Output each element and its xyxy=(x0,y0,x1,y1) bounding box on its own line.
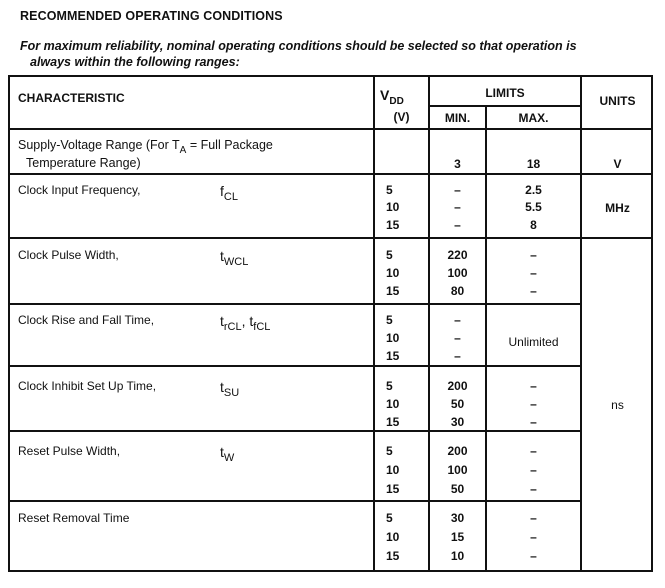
col-divider-vdd xyxy=(373,75,375,572)
clock-inhibit-symbol: $t_{SU}$ xyxy=(220,379,240,399)
clock-freq-vdd-10: 10 xyxy=(386,200,400,214)
clock-pulse-symbol: $t_{WCL}$ xyxy=(220,248,249,268)
limits-subheader-line xyxy=(428,105,582,107)
reset-pulse-vdd-10: 10 xyxy=(386,463,400,477)
reset-pulse-min-10: 100 xyxy=(447,463,468,477)
clock-rise-fall-vdd-15: 15 xyxy=(386,349,400,363)
reset-pulse-min-5: 200 xyxy=(447,444,468,458)
reliability-note xyxy=(20,38,650,70)
row-reset-removal-label: Reset Removal Time xyxy=(18,511,130,525)
note-line-1: For maximum reliability, nominal operating conditions should be selected so that operation is xyxy=(20,39,577,53)
header-characteristic: CHARACTERISTIC xyxy=(18,91,125,105)
clock-pulse-min-15: 80 xyxy=(450,284,465,298)
reset-removal-min-5: 30 xyxy=(450,511,465,525)
clock-rise-fall-vdd-5: 5 xyxy=(386,313,393,327)
header-limits: LIMITS xyxy=(485,86,525,100)
clock-rise-fall-min-5: – xyxy=(454,313,461,327)
row-line-5 xyxy=(8,430,582,432)
clock-inhibit-max-15: – xyxy=(530,415,537,429)
shared-units-ns: ns xyxy=(611,398,624,412)
reset-removal-max-15: – xyxy=(530,549,537,563)
row-clock-freq-label: Clock Input Frequency, xyxy=(18,183,141,197)
reset-removal-max-10: – xyxy=(530,530,537,544)
clock-freq-units: MHz xyxy=(605,201,630,215)
row-supply-voltage-label: Supply-Voltage Range (For $T_A$ = Full Package xyxy=(18,138,273,156)
row-clock-pulse-label: Clock Pulse Width, xyxy=(18,248,119,262)
clock-freq-min-5: – xyxy=(454,183,461,197)
reset-pulse-min-15: 50 xyxy=(450,482,465,496)
reset-pulse-vdd-5: 5 xyxy=(386,444,393,458)
clock-pulse-min-10: 100 xyxy=(447,266,468,280)
clock-pulse-max-15: – xyxy=(530,284,537,298)
row-clock-inhibit-label: Clock Inhibit Set Up Time, xyxy=(18,379,157,393)
clock-rise-fall-vdd-10: 10 xyxy=(386,331,400,345)
clock-inhibit-vdd-10: 10 xyxy=(386,397,400,411)
row-clock-rise-fall-label: Clock Rise and Fall Time, xyxy=(18,313,155,327)
clock-freq-min-10: – xyxy=(454,200,461,214)
clock-rise-fall-max: Unlimited xyxy=(508,335,559,349)
reset-removal-vdd-5: 5 xyxy=(386,511,393,525)
clock-inhibit-max-10: – xyxy=(530,397,537,411)
reset-removal-max-5: – xyxy=(530,511,537,525)
clock-pulse-vdd-10: 10 xyxy=(386,266,400,280)
clock-freq-vdd-15: 15 xyxy=(386,218,400,232)
reset-removal-vdd-15: 15 xyxy=(386,549,400,563)
supply-units: V xyxy=(613,157,622,171)
reset-pulse-symbol: $t_W$ xyxy=(220,444,235,464)
clock-pulse-vdd-5: 5 xyxy=(386,248,393,262)
header-vdd-unit: (V) xyxy=(393,110,410,124)
clock-rise-fall-min-15: – xyxy=(454,349,461,363)
reset-pulse-max-15: – xyxy=(530,482,537,496)
col-divider-units xyxy=(580,75,582,572)
clock-freq-min-15: – xyxy=(454,218,461,232)
clock-freq-vdd-5: 5 xyxy=(386,183,393,197)
header-min: MIN. xyxy=(444,111,471,125)
supply-min: 3 xyxy=(454,157,461,171)
row-line-4 xyxy=(8,365,582,367)
header-vdd: $V_{DD}$ xyxy=(380,87,404,107)
clock-inhibit-min-5: 200 xyxy=(447,379,468,393)
clock-pulse-vdd-15: 15 xyxy=(386,284,400,298)
clock-rise-fall-symbol: $t_{rCL}$, $t_{fCL}$ xyxy=(220,313,271,333)
clock-inhibit-max-5: – xyxy=(530,379,537,393)
clock-pulse-min-5: 220 xyxy=(447,248,468,262)
supply-max: 18 xyxy=(526,157,541,171)
clock-freq-max-5: 2.5 xyxy=(525,183,542,197)
clock-rise-fall-min-10: – xyxy=(454,331,461,345)
clock-inhibit-min-15: 30 xyxy=(450,415,465,429)
clock-pulse-max-10: – xyxy=(530,266,537,280)
reset-removal-min-10: 15 xyxy=(450,530,465,544)
clock-freq-max-15: 8 xyxy=(530,218,537,232)
clock-pulse-max-5: – xyxy=(530,248,537,262)
clock-inhibit-min-10: 50 xyxy=(450,397,465,411)
header-units: UNITS xyxy=(599,94,636,108)
reset-removal-vdd-10: 10 xyxy=(386,530,400,544)
reset-pulse-max-10: – xyxy=(530,463,537,477)
row-line-2 xyxy=(8,237,653,239)
header-max: MAX. xyxy=(518,111,549,125)
clock-inhibit-vdd-5: 5 xyxy=(386,379,393,393)
clock-inhibit-vdd-15: 15 xyxy=(386,415,400,429)
reset-pulse-max-5: – xyxy=(530,444,537,458)
page-title: RECOMMENDED OPERATING CONDITIONS xyxy=(20,9,283,23)
row-supply-voltage-label-2: Temperature Range) xyxy=(26,156,141,170)
header-bottom-line xyxy=(8,128,653,130)
clock-freq-max-10: 5.5 xyxy=(525,200,542,214)
row-line-6 xyxy=(8,500,582,502)
note-line-2: always within the following ranges: xyxy=(30,55,240,69)
row-line-1 xyxy=(8,173,653,175)
reset-pulse-vdd-15: 15 xyxy=(386,482,400,496)
row-line-3 xyxy=(8,303,582,305)
row-reset-pulse-label: Reset Pulse Width, xyxy=(18,444,121,458)
reset-removal-min-15: 10 xyxy=(450,549,465,563)
clock-freq-symbol: $f_{CL}$ xyxy=(220,183,238,203)
